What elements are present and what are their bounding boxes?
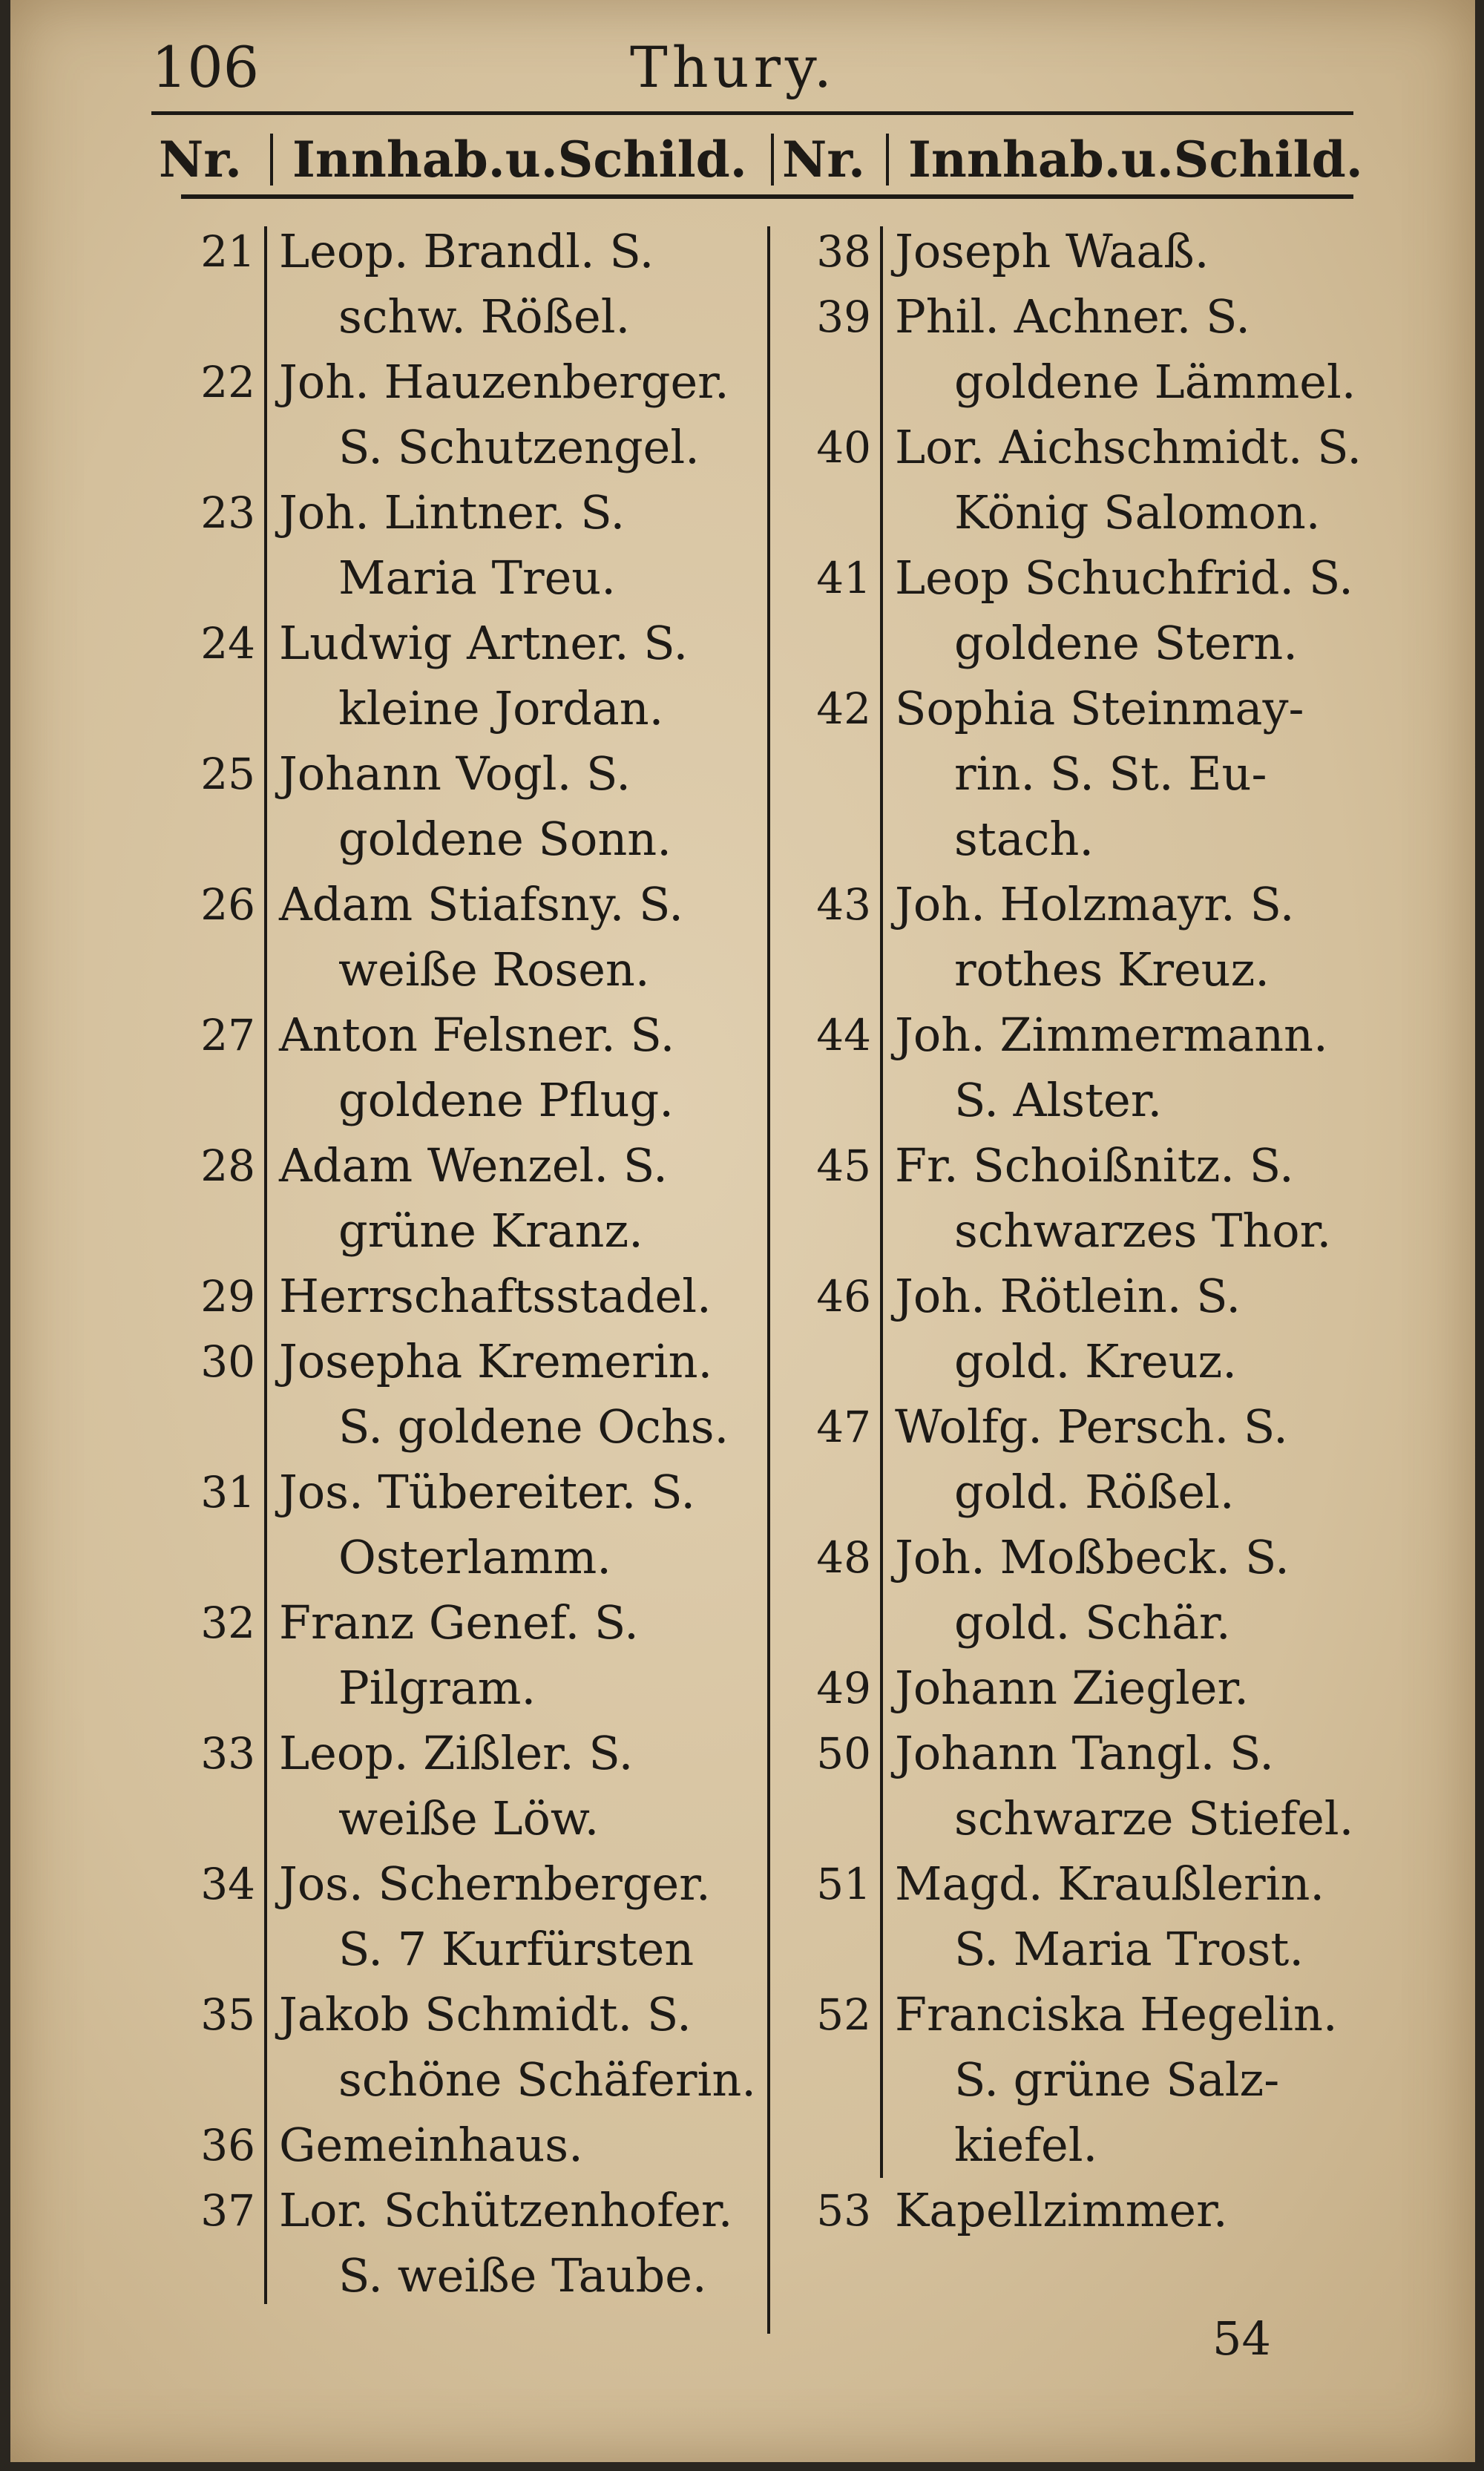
entry-owner: Leop Schuchfrid. S. bbox=[895, 551, 1353, 605]
entry-row bbox=[782, 1525, 1435, 1655]
entry-sign: goldene Lämmel. bbox=[954, 355, 1356, 409]
entry-number: 51 bbox=[816, 1859, 871, 1909]
entry-row bbox=[782, 1002, 1435, 1133]
entry-row bbox=[782, 1264, 1435, 1394]
entry-row bbox=[782, 1394, 1435, 1525]
entry-number: 33 bbox=[200, 1728, 255, 1779]
entry-row bbox=[782, 1982, 1435, 2178]
running-title: Thury. bbox=[630, 34, 836, 100]
entry-row bbox=[782, 1655, 1435, 1721]
entry-number: 52 bbox=[816, 1989, 871, 2040]
entry-owner: Joh. Lintner. S. bbox=[279, 485, 626, 539]
entry-number: 50 bbox=[816, 1728, 871, 1779]
entry-owner: Wolfg. Persch. S. bbox=[895, 1399, 1288, 1454]
entry-row bbox=[166, 611, 819, 741]
left-entry-list bbox=[166, 219, 819, 2308]
header-rule-separator-1 bbox=[270, 134, 273, 186]
entry-row bbox=[166, 1264, 819, 1329]
entry-sign: schöne Schäferin. bbox=[338, 2052, 756, 2107]
entry-row bbox=[782, 1721, 1435, 1851]
entry-owner: Anton Felsner. S. bbox=[279, 1008, 675, 1062]
entry-number: 43 bbox=[816, 879, 871, 930]
entry-number: 49 bbox=[816, 1663, 871, 1713]
entry-row bbox=[166, 1851, 819, 1982]
entry-row bbox=[782, 284, 1435, 415]
entry-sign: grüne Kranz. bbox=[338, 1204, 643, 1258]
entry-number: 46 bbox=[816, 1271, 871, 1322]
entry-row bbox=[782, 676, 1435, 872]
entry-row bbox=[166, 1982, 819, 2113]
entry-sign: S. 7 Kurfürsten bbox=[338, 1922, 695, 1976]
entry-row bbox=[166, 741, 819, 872]
entry-number: 45 bbox=[816, 1141, 871, 1191]
entry-sign: König Salomon. bbox=[954, 485, 1321, 539]
entry-number: 44 bbox=[816, 1010, 871, 1060]
entry-row bbox=[782, 1851, 1435, 1982]
entry-owner: Johann Tangl. S. bbox=[895, 1726, 1274, 1780]
entry-row bbox=[782, 872, 1435, 1002]
entry-owner: Joh. Moßbeck. S. bbox=[895, 1530, 1290, 1584]
entry-owner: Joh. Holzmayr. S. bbox=[895, 877, 1295, 931]
entry-sign: Pilgram. bbox=[338, 1661, 536, 1715]
entry-owner: Magd. Kraußlerin. bbox=[895, 1857, 1325, 1911]
entry-sign: schw. Rößel. bbox=[338, 289, 631, 344]
col-header-owner-left: Innhab.u.Schild. bbox=[292, 131, 747, 188]
entry-owner: Joh. Hauzenberger. bbox=[279, 355, 729, 409]
entry-number: 35 bbox=[200, 1989, 255, 2040]
entry-row bbox=[166, 1460, 819, 1590]
header-rule-top bbox=[151, 111, 1353, 115]
entry-number: 34 bbox=[200, 1859, 255, 1909]
entry-sign: rothes Kreuz. bbox=[954, 942, 1270, 997]
entry-row bbox=[782, 415, 1435, 545]
entry-owner: Herrschaftsstadel. bbox=[279, 1269, 712, 1323]
entry-number: 32 bbox=[200, 1598, 255, 1648]
entry-row bbox=[782, 545, 1435, 676]
entry-number: 25 bbox=[200, 749, 255, 799]
entry-row bbox=[782, 2178, 1435, 2243]
entry-number: 28 bbox=[200, 1141, 255, 1191]
entry-row bbox=[166, 872, 819, 1002]
entry-number: 53 bbox=[816, 2185, 871, 2236]
entry-sign: goldene Pflug. bbox=[338, 1073, 674, 1127]
entry-sign: S. Alster. bbox=[954, 1073, 1163, 1127]
entry-owner: Lor. Schützenhofer. bbox=[279, 2183, 733, 2237]
entry-number: 42 bbox=[816, 683, 871, 734]
entry-number: 48 bbox=[816, 1532, 871, 1583]
entry-row bbox=[166, 1721, 819, 1851]
entry-owner: Johann Ziegler. bbox=[895, 1661, 1249, 1715]
entry-row bbox=[166, 1329, 819, 1460]
entry-number: 29 bbox=[200, 1271, 255, 1322]
catchword: 54 bbox=[1212, 2311, 1271, 2366]
entry-owner: Joh. Rötlein. S. bbox=[895, 1269, 1241, 1323]
right-entry-list bbox=[782, 219, 1435, 2243]
entry-row bbox=[782, 219, 1435, 284]
entry-owner: Jos. Tübereiter. S. bbox=[279, 1465, 696, 1519]
entry-number: 37 bbox=[200, 2185, 255, 2236]
entry-sign: weiße Löw. bbox=[338, 1791, 600, 1845]
entry-owner: Adam Wenzel. S. bbox=[279, 1138, 668, 1192]
entry-sign: schwarze Stiefel. bbox=[954, 1791, 1354, 1845]
entry-number: 27 bbox=[200, 1010, 255, 1060]
header-rule-separator-3 bbox=[886, 134, 889, 186]
entry-row bbox=[166, 2113, 819, 2178]
entry-owner: Adam Stiafsny. S. bbox=[279, 877, 683, 931]
entry-sign: schwarzes Thor. bbox=[954, 1204, 1332, 1258]
col-header-nr-right: Nr. bbox=[782, 131, 866, 188]
entry-owner: Joh. Zimmermann. bbox=[895, 1008, 1328, 1062]
entry-sign: Osterlamm. bbox=[338, 1530, 611, 1584]
entry-number: 36 bbox=[200, 2120, 255, 2170]
entry-owner: Johann Vogl. S. bbox=[279, 746, 631, 801]
entry-owner: Joseph Waaß. bbox=[895, 224, 1209, 278]
col-header-owner-right: Innhab.u.Schild. bbox=[908, 131, 1363, 188]
entry-owner: Sophia Steinmay- bbox=[895, 681, 1304, 735]
entry-sign: rin. S. St. Eu- bbox=[954, 746, 1267, 801]
entry-owner: Franz Genef. S. bbox=[279, 1595, 639, 1650]
left-column bbox=[166, 219, 819, 2334]
entry-number: 38 bbox=[816, 226, 871, 277]
col-header-nr-left: Nr. bbox=[159, 131, 243, 188]
entry-owner: Franciska Hegelin. bbox=[895, 1987, 1338, 2041]
entry-number: 22 bbox=[200, 357, 255, 407]
entry-sign: goldene Stern. bbox=[954, 616, 1298, 670]
entry-number: 41 bbox=[816, 553, 871, 603]
entry-number: 30 bbox=[200, 1336, 255, 1387]
page-header bbox=[10, 22, 1475, 104]
entry-owner: Lor. Aichschmidt. S. bbox=[895, 420, 1362, 474]
entry-number: 31 bbox=[200, 1467, 255, 1517]
entry-number: 40 bbox=[816, 422, 871, 473]
entry-row bbox=[166, 2178, 819, 2308]
entry-sign: weiße Rosen. bbox=[338, 942, 650, 997]
entry-sign: stach. bbox=[954, 812, 1094, 866]
right-column bbox=[782, 219, 1435, 2334]
entry-row bbox=[166, 480, 819, 611]
entry-sign: S. grüne Salz- bbox=[954, 2052, 1280, 2107]
entry-row bbox=[166, 1590, 819, 1721]
entry-sign: gold. Kreuz. bbox=[954, 1334, 1237, 1388]
entry-owner: Kapellzimmer. bbox=[895, 2183, 1228, 2237]
entry-owner: Leop. Brandl. S. bbox=[279, 224, 654, 278]
entry-sign: gold. Schär. bbox=[954, 1595, 1231, 1650]
entry-owner: Leop. Zißler. S. bbox=[279, 1726, 634, 1780]
book-page bbox=[10, 0, 1475, 2462]
entry-number: 23 bbox=[200, 488, 255, 538]
entry-sign: S. goldene Ochs. bbox=[338, 1399, 729, 1454]
entry-owner: Josepha Kremerin. bbox=[279, 1334, 713, 1388]
entry-number: 39 bbox=[816, 292, 871, 342]
page-number: 106 bbox=[151, 34, 260, 100]
entry-number: 24 bbox=[200, 618, 255, 669]
entry-owner: Ludwig Artner. S. bbox=[279, 616, 689, 670]
entry-sign: goldene Sonn. bbox=[338, 812, 672, 866]
entry-sign: S. weiße Taube. bbox=[338, 2248, 707, 2303]
entry-number: 26 bbox=[200, 879, 255, 930]
entry-sign: kiefel. bbox=[954, 2118, 1098, 2172]
entry-owner: Jos. Schernberger. bbox=[279, 1857, 711, 1911]
entry-row bbox=[782, 1133, 1435, 1264]
entry-row bbox=[166, 350, 819, 480]
entry-sign: kleine Jordan. bbox=[338, 681, 664, 735]
entry-sign: S. Schutzengel. bbox=[338, 420, 700, 474]
center-divider bbox=[767, 226, 770, 2334]
entry-sign: S. Maria Trost. bbox=[954, 1922, 1304, 1976]
entry-owner: Gemeinhaus. bbox=[279, 2118, 583, 2172]
entry-number: 47 bbox=[816, 1402, 871, 1452]
entry-row bbox=[166, 1133, 819, 1264]
entry-sign: Maria Treu. bbox=[338, 551, 616, 605]
entry-owner: Phil. Achner. S. bbox=[895, 289, 1250, 344]
entry-owner: Jakob Schmidt. S. bbox=[279, 1987, 692, 2041]
entry-row bbox=[166, 1002, 819, 1133]
entry-number: 21 bbox=[200, 226, 255, 277]
entry-owner: Fr. Schoißnitz. S. bbox=[895, 1138, 1294, 1192]
entry-row bbox=[166, 219, 819, 350]
entry-sign: gold. Rößel. bbox=[954, 1465, 1235, 1519]
header-rule-separator-2 bbox=[771, 134, 774, 186]
header-rule-bottom bbox=[181, 194, 1353, 199]
